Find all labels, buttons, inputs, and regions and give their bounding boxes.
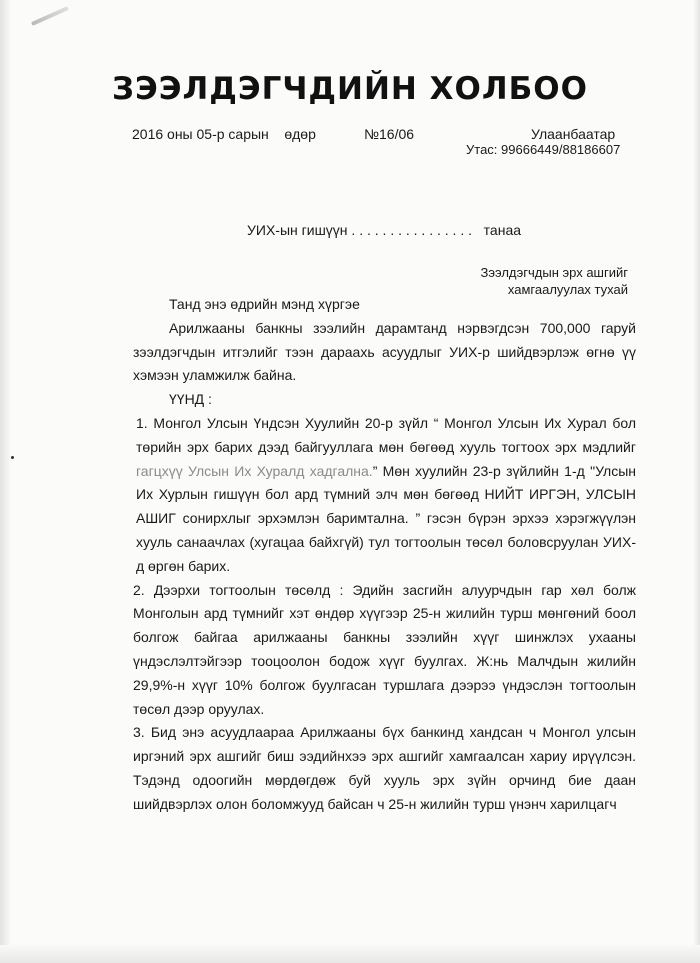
subject-line-2: хамгаалуулах тухай	[507, 282, 628, 297]
letter-number: №16/06	[364, 126, 415, 142]
scan-bottom-edge	[0, 945, 700, 963]
recipient-line: УИХ-ын гишүүн . . . . . . . . . . . . . . . . танаа	[247, 222, 522, 238]
scan-speck	[11, 456, 14, 459]
letter-phone: Утас: 99666449/88186607	[466, 142, 621, 157]
item-3: 3. Бид энэ асуудлаараа Арилжааны бүх банкинд хандсан ч Монгол улсын иргэний эрх ашгийг биш ээдийнхээ эрх ашгийг хамгаалсан хариу ирүүлсэн. Тэдэнд одоогийн мөрдөгдөж буй хууль эрх зүйн орчинд бие даан шийдвэрлэх олон боломжууд байсан ч 25-н жилийн турш үнэнч харилцагч	[133, 724, 636, 812]
subject-line-1: Зээлдэгчдын эрх ашгийг	[480, 265, 628, 280]
letter-date: 2016 оны 05-р сарын өдөр	[132, 126, 316, 142]
staple-mark	[31, 6, 69, 26]
item-2: 2. Дээрхи тогтоолын төсөлд : Эдийн засгийн алуурчдын гар хөл болж Монголын ард түмнийг хэт өндөр хүүгээр 25-н жилийн турш мөнгөний боол болгож байгаа арилжааны банкны зээлийн хүүг шинжлэх ухааны үндэслэлтэйгээр тооцоолон бодож хүүг буулгах. Ж:нь Малчдын жилийн 29,9%-н хүүг 10% болгож буулгасан туршлага дээрээ үндэслэн тогтоолын төсөл дээр оруулах.	[133, 581, 636, 717]
item-1-part-2: ” Мөн хуулийн 23-р зүйлийн 1-д "Улсын Их Хурлын гишүүн бол ард түмний элч мөн бөгөөд НИЙТ ИРГЭН, УЛСЫН АШИГ сонирхлыг эрхэмлэн баримталнa. ” гэсэн бүрэн эрхээ хэрэгжүүлэн хууль санаачлах (хугацаа байхгүй) тул тогтоолын төсөл боловсруулан УИХ-д өргөн барих.	[136, 462, 636, 574]
basis-heading: ҮҮНД :	[169, 391, 212, 408]
item-1	[133, 412, 636, 579]
letterhead-title: ЗЭЭЛДЭГЧДИЙН ХОЛБОО	[111, 71, 588, 107]
scan-right-edge	[694, 0, 700, 963]
greeting: Танд энэ өдрийн мэнд хүргэе	[169, 296, 360, 312]
scan-left-edge	[0, 0, 10, 963]
item-1-part-1: 1. Монгол Улсын Үндсэн Хуулийн 20-р зүйл “ Монгол Улсын Их Хурал бол төрийн эрх барих дээд байгууллага мөн бөгөөд хууль тогтоох эрх мэдлийг	[136, 414, 636, 455]
letter-city: Улаанбаатар	[531, 126, 616, 142]
item-1-faded: гагцхүү Улсын Их Хуралд хадгална.	[136, 462, 373, 479]
letter-body	[133, 293, 636, 817]
intro-paragraph: Арилжааны банкны зээлийн дарамтанд нэрвэгдсэн 700,000 гаруй зээлдэгчдын итгэлийг тээн дараахь асуудлыг УИХ-р шийдвэрлэж өгнө үү хэмээн уламжилж байна.	[133, 319, 636, 384]
